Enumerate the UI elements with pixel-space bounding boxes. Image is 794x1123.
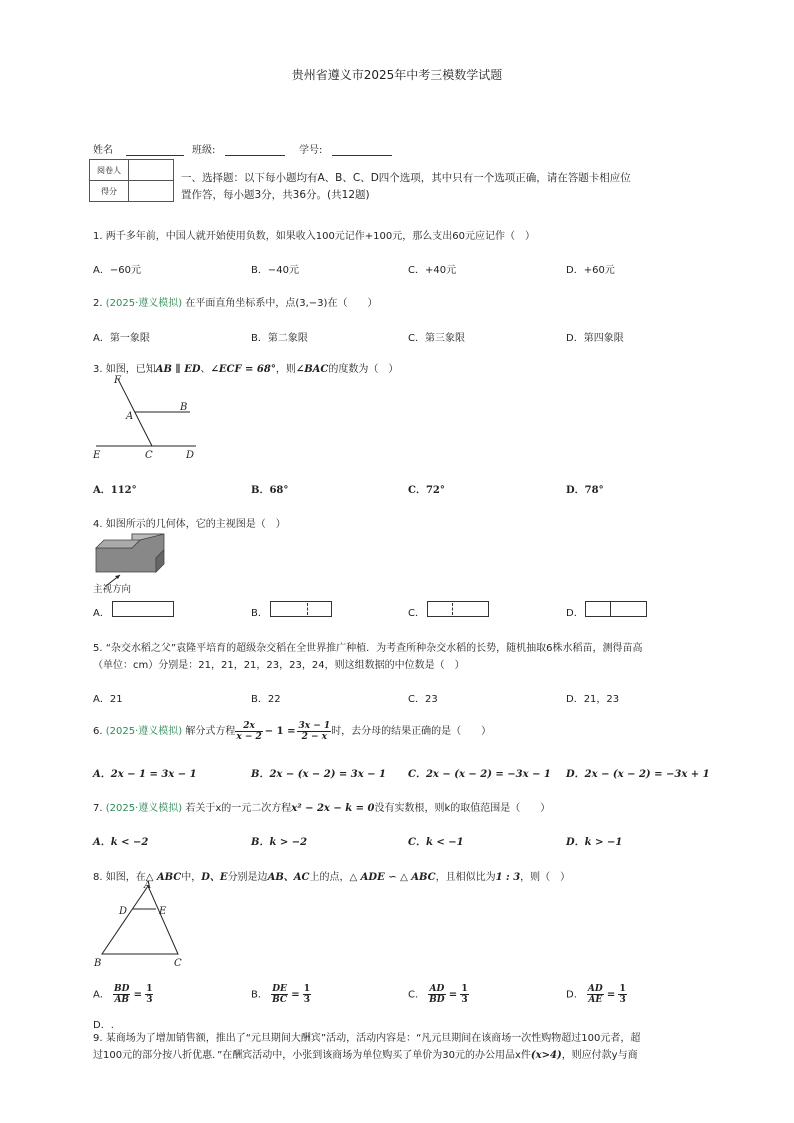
q4-b-hidden-line [307,603,308,615]
name-blank[interactable] [126,145,184,156]
q4-solid-top-left [96,540,140,548]
q1-option-d[interactable]: D．+60元 [566,265,615,276]
q4-option-a-view [112,601,174,617]
q4-option-c-view [427,601,489,617]
q8-text-a: 8. 如图，在 [93,872,146,883]
q8-c-rhs-den: 3 [461,995,468,1005]
q8-b-num: DE [272,984,287,994]
q2-option-d[interactable]: D．第四象限 [566,333,624,344]
q8-text-e: ，且相似比为 [435,872,496,883]
q8-c-den: BD [429,995,445,1005]
q9-text-a: 过100元的部分按八折优惠．”在酬宾活动中，小张到该商场为单位购买了单价为30元的办公用品x件 [93,1050,531,1061]
q8-label-b: B [94,958,102,969]
q6-option-a[interactable]: A．2x − 1 = 3x − 1 [93,769,197,780]
q4-option-d[interactable]: D． [566,608,584,619]
q6-fraction-1 [235,721,262,742]
q8-d-rhs [618,984,626,1005]
q1-option-c[interactable]: C．+40元 [408,265,457,276]
q7-option-c[interactable]: C．k < −1 [408,837,464,848]
q3-option-a[interactable]: A．112° [93,485,137,496]
q8-c-rhs [460,984,468,1005]
q8-c-num: AD [429,984,445,994]
q8-text-f: ，则（ ） [520,872,571,883]
q8-d-rhs-num: 1 [619,984,626,994]
q4-option-c[interactable]: C． [408,608,425,619]
id-label: 学号: [299,145,323,156]
q3-label-d: D [186,450,195,461]
q8-d-num: AD [587,984,603,994]
q3-option-c[interactable]: C．72° [408,485,445,496]
id-blank[interactable] [332,145,392,156]
id-field[interactable] [299,141,392,156]
q8-option-c[interactable]: C． $\frac{AD}{BD}$ = $\frac{1}{3}$ [408,984,468,1005]
q3-math-angle: ∠ECF = 68° [210,364,276,375]
q6-text-b: 时，去分母的结果正确的是（ ） [331,726,492,737]
q2-source-tag: (2025·遵义模拟) [105,298,183,309]
q8-d-prefix: D． [566,989,584,1001]
q5-option-c[interactable]: C．23 [408,694,438,705]
q9-text-b: ，则应付款y与商 [561,1050,638,1061]
q8-option-d[interactable]: D． $\frac{AD}{AE}$ = $\frac{1}{3}$ [566,984,626,1005]
q3-label-e: E [93,450,101,461]
q3-label-b: B [180,402,188,413]
q8-extra-line: D．. [93,1020,114,1031]
question-6 [93,719,491,745]
q8-a-rhs-den: 3 [146,995,153,1005]
q6-f1-numerator: 2x [235,721,262,732]
q7-number: 7. [93,803,103,814]
q8-a-rhs-num: 1 [146,984,153,994]
q6-f2-numerator: 3x − 1 [298,720,331,731]
name-field[interactable] [93,141,184,156]
class-blank[interactable] [225,145,285,156]
q2-option-c[interactable]: C．第三象限 [408,333,465,344]
grader-label: 阅卷人 [90,160,129,181]
q4-c-hidden-line [452,603,453,615]
q3-label-c: C [145,450,153,461]
q1-option-b[interactable]: B．−40元 [251,265,299,276]
score-label: 得分 [90,181,129,202]
q8-text-c: 分别是边 [227,872,268,883]
q4-option-b[interactable]: B． [251,608,268,619]
question-5-line-1: 5. “杂交水稻之父”袁隆平培育的超级杂交稻在全世界推广种植．为考查所种杂交水稻的长势，随机抽取6株水稻苗，测得苗高 [93,643,643,654]
q3-label-a: A [126,411,134,422]
q7-option-a[interactable]: A．k < −2 [93,837,149,848]
q7-option-d[interactable]: D．k > −1 [566,837,623,848]
q8-a-lhs [113,984,130,1005]
q8-b-rhs [303,984,311,1005]
q3-text-a: 3. 如图，已知 [93,364,156,375]
q8-c-rhs-num: 1 [461,984,468,994]
q8-label-c: C [174,958,182,969]
q8-b-den: BC [272,995,287,1005]
q6-option-c[interactable]: C．2x − (x − 2) = −3x − 1 [408,769,551,780]
q8-d-lhs [587,984,604,1005]
q8-b-rhs-num: 1 [303,984,311,994]
q8-math-similar: △ ADE ∽ △ ABC [349,872,436,883]
q8-label-d: D [119,906,128,917]
q6-minus-one: − 1 = [264,726,296,737]
name-label: 姓名 [93,145,113,156]
q8-a-num: BD [114,984,130,994]
q9-condition: (x>4) [530,1050,562,1061]
question-9-line-1: 9. 某商场为了增加销售额，推出了“元旦期间大酬宾”活动，活动内容是：“凡元旦期间在该商场一次性购物超过100元者，超 [93,1033,641,1044]
q2-option-a[interactable]: A．第一象限 [93,333,150,344]
q4-option-a[interactable]: A． [93,608,110,619]
q8-d-den: AE [588,995,603,1005]
question-5-line-2: （单位：cm）分别是：21，21，21，23，23，24，则这组数据的中位数是（ ） [93,660,465,671]
question-7 [93,799,550,814]
q8-d-rhs-den: 3 [619,995,626,1005]
q8-c-lhs [428,984,445,1005]
q8-text-d: 上的点， [309,872,350,883]
q3-text-c: 的度数为（ ） [328,364,399,375]
q6-text-a: 解分式方程 [185,726,236,737]
q5-option-b[interactable]: B．22 [251,694,281,705]
section-line-1: 一、选择题：以下每小题均有A、B、C、D四个选项，其中只有一个选项正确，请在答题卡相应位 [181,172,631,184]
q3-sep: 、 [200,364,211,375]
question-4: 4. 如图所示的几何体，它的主视图是（ ） [93,519,286,530]
question-1: 1. 两千多年前，中国人就开始使用负数，如果收入100元记作+100元，那么支出60元应记作（ ） [93,231,535,242]
class-field[interactable] [192,141,285,156]
q8-math-points: D、E [201,872,228,883]
q8-text-b: 中， [181,872,202,883]
q8-option-a[interactable]: A． $\frac{BD}{AB}$ = $\frac{1}{3}$ [93,984,153,1005]
q4-caption: 主视方向 [93,584,132,595]
q2-option-b[interactable]: B．第二象限 [251,333,308,344]
question-9-line-2 [93,1046,638,1061]
q3-option-b[interactable]: B．68° [251,485,289,496]
q6-fraction-2 [297,721,331,742]
q7-equation: x² − 2x − k = 0 [291,803,375,814]
q3-text-b: ，则 [275,364,296,375]
q5-option-d[interactable]: D．21，23 [566,694,620,705]
score-cell[interactable] [129,181,174,202]
q8-triangle-abc [102,886,178,954]
q1-option-a[interactable]: A．−60元 [93,265,141,276]
q8-b-rhs-den: 3 [303,995,311,1005]
section-line-2: 置作答，每小题3分，共36分。(共12题) [181,189,370,201]
q4-d-edge-line [610,602,611,616]
q8-c-prefix: C． [408,989,425,1001]
q3-math-target: ∠BAC [295,364,329,375]
q3-option-d[interactable]: D．78° [566,485,604,496]
q8-a-rhs [145,984,153,1005]
q8-b-prefix: B． [251,989,268,1001]
q8-label-a: A [144,880,152,891]
q8-math-ratio: 1 : 3 [495,872,521,883]
q6-option-b[interactable]: B．2x − (x − 2) = 3x − 1 [251,769,386,780]
q6-f1-denominator: x − 2 [236,731,262,742]
q8-label-e: E [159,906,167,917]
score-table [89,159,174,202]
q8-figure [88,878,188,970]
q2-text: 在平面直角坐标系中，点(3,−3)在（ ） [185,298,378,309]
q8-math-triangle: △ ABC [145,872,182,883]
q6-option-d[interactable]: D．2x − (x − 2) = −3x + 1 [566,769,710,780]
q8-math-sides: AB、AC [267,872,310,883]
q6-source-tag: (2025·遵义模拟) [105,726,183,737]
q3-figure [88,372,208,462]
q5-option-a[interactable]: A．21 [93,694,123,705]
page-title: 贵州省遵义市2025年中考三模数学试题 [291,68,503,82]
q6-f2-denominator: 2 − x [301,731,328,742]
q8-a-den: AB [114,995,130,1005]
q8-a-prefix: A． [93,989,110,1001]
q4-option-d-view [585,601,647,617]
q7-text-b: 没有实数根，则k的取值范围是（ ） [374,803,551,814]
grader-cell[interactable] [129,160,174,181]
q8-b-lhs [271,984,288,1005]
q8-option-b[interactable]: B． $\frac{DE}{BC}$ = $\frac{1}{3}$ [251,984,311,1005]
q3-math-parallel: AB ∥ ED [155,364,201,375]
q2-number: 2. [93,298,103,309]
question-2 [93,294,377,309]
q3-label-f: F [114,375,121,386]
q7-text-a: 若关于x的一元二次方程 [185,803,292,814]
q7-option-b[interactable]: B．k > −2 [251,837,308,848]
q7-source-tag: (2025·遵义模拟) [105,803,183,814]
q4-option-b-view [270,601,332,617]
q6-number: 6. [93,726,103,737]
section-heading [181,170,641,204]
class-label: 班级: [192,145,216,156]
